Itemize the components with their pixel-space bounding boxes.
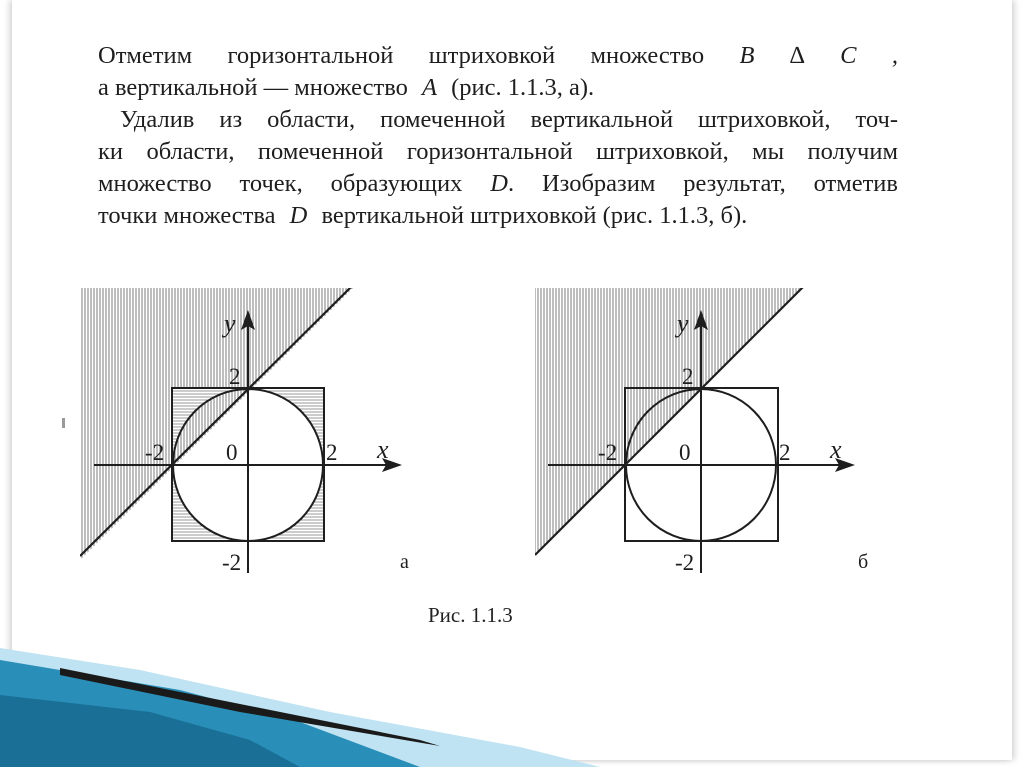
figure-b-sublabel: б [858,551,869,573]
figure-b-origin: 0 [679,440,691,465]
figure-a-tick-bottom: -2 [222,550,242,575]
text-line-1-words: Отметим горизонтальной штриховкой множество [98,42,705,69]
figure-b-x-label: x [830,435,842,464]
figure-b-tick-top: 2 [682,364,694,389]
math-d-1: D [490,170,508,197]
figure-a-x-label: x [377,435,389,464]
math-b-delta-c: B ∆ C , [739,42,898,69]
figure-b-tick-right: 2 [779,440,791,465]
text-line-2-a: а вертикальной — множество [98,74,408,101]
figure-b-tick-bottom: -2 [675,550,695,575]
figure-a-origin: 0 [226,440,238,465]
text-line-5-a: множество точек, образующих [98,170,463,197]
text-line-2-b: (рис. 1.1.3, а). [451,74,595,101]
figure-a-tick-left: -2 [145,440,165,465]
text-line-6-a: точки множества [98,202,276,229]
text-line-3-words: Удалив из области, помеченной вертикальной штриховкой, точ- [120,106,898,133]
math-d-2: D [289,202,308,229]
figure-a-tick-right: 2 [326,440,338,465]
figure-a-tick-top: 2 [229,364,241,389]
text-line-6-b: вертикальной штриховкой (рис. 1.1.3, б). [321,202,748,229]
figure-a-sublabel: а [400,551,409,573]
figure-caption: Рис. 1.1.3 [428,603,513,627]
math-a: A [422,74,437,101]
text-line-5-b: . Изобразим результат, отметив [507,170,898,197]
figure-a-y-label: y [224,309,236,338]
text-line-4-words: ки области, помеченной горизонтальной штриховкой, мы получим [98,138,898,165]
figure-b-tick-left: -2 [598,440,618,465]
figure-b-y-label: y [677,309,689,338]
